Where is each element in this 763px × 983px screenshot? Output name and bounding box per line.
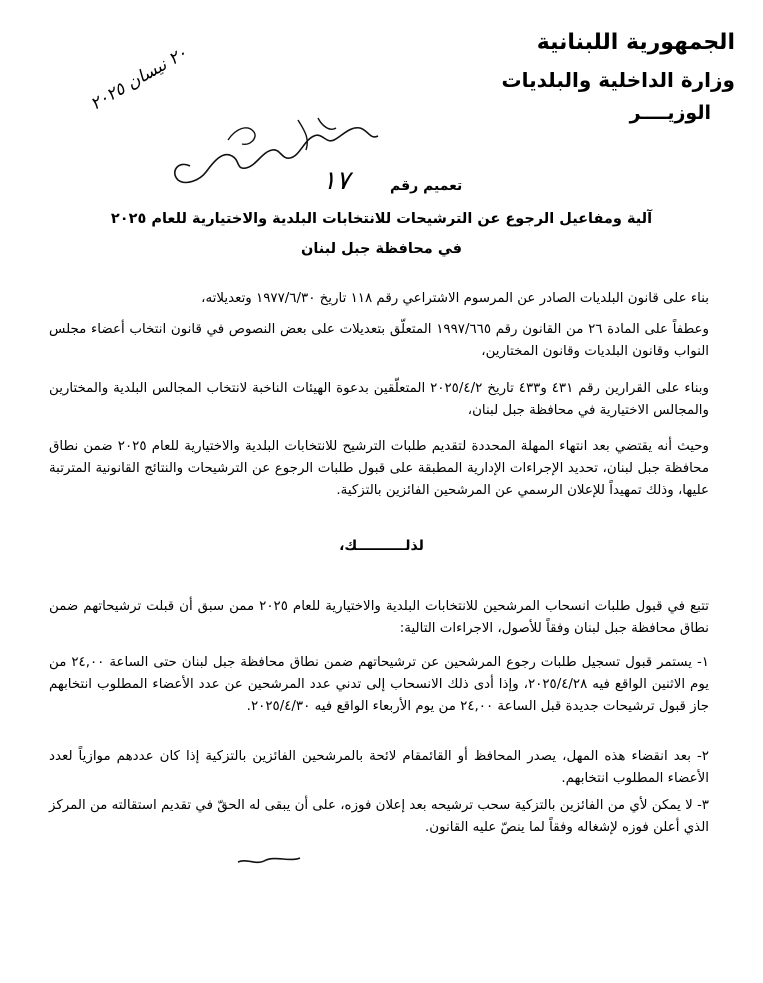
minister-heading: الوزيــــر: [629, 102, 711, 124]
preamble-paragraph: بناء على قانون البلديات الصادر عن المرسوم الاشتراعي رقم ١١٨ تاريخ ١٩٧٧/٦/٣٠ وتعديلاته،: [201, 291, 709, 306]
circular-label: تعميم رقم: [390, 178, 463, 194]
procedure-item: ٣- لا يمكن لأي من الفائزين بالتزكية سحب ترشيحه بعد إعلان فوزه، على أن يبقى له الحقّ في تقديم استقالته من المركز الذي أعلن فوزه لإشغاله وفقاً لما ينصّ عليه القانون.: [49, 798, 709, 835]
intro-paragraph: تتبع في قبول طلبات انسحاب المرشحين للانتخابات البلدية والاختيارية للعام ٢٠٢٥ ممن سبق أن قبلت ترشيحاتهم ضمن نطاق محافظة جبل لبنان وفقاً للأصول، الاجراءات التالية:: [49, 599, 709, 636]
therefore-heading: لذلــــــــــك،: [339, 538, 424, 554]
document-subtitle: في محافظة جبل لبنان: [300, 241, 462, 257]
preamble-paragraph: وعطفاً على المادة ٢٦ من القانون رقم ١٩٩٧/٦٦٥ المتعلّق بتعديلات على بعض النصوص في قانون انتخاب أعضاء مجلس النواب وقانون البلديات وقانون المختارين،: [49, 322, 710, 359]
preamble-paragraph: وحيث أنه يقتضي بعد انتهاء المهلة المحددة لتقديم طلبات الترشيح للانتخابات البلدية والاختيارية للعام ٢٠٢٥ ضمن نطاق محافظة جبل لبنان، تحديد الإجراءات الإدارية المطبقة على قبول طلبات الرجوع عن الترشيحات والنتائج القانونية المترتبة عليها، وذلك تمهيداً للإعلان الرسمي عن المرشحين الفائزين بالتزكية.: [49, 439, 709, 498]
document-title: آلية ومفاعيل الرجوع عن الترشيحات للانتخابات البلدية والاختيارية للعام ٢٠٢٥: [110, 211, 653, 227]
procedure-item: ١- يستمر قبول تسجيل طلبات رجوع المرشحين عن ترشيحاتهم ضمن نطاق محافظة جبل لبنان حتى الساعة ٢٤,٠٠ من يوم الاثنين الواقع فيه ٢٠٢٥/٤/٢٨، وإذا أدى ذلك الانسحاب إلى تدني عدد المرشحين عن عدد الأعضاء المطلوب انتخابهم جاز قبول ترشيحات جديدة قبل الساعة ٢٤,٠٠ من يوم الأربعاء الواقع فيه ٢٠٢٥/٤/٣٠.: [49, 655, 709, 714]
republic-heading: الجمهورية اللبنانية: [536, 30, 735, 55]
preamble-paragraph: وبناء على القرارين رقم ٤٣١ و٤٣٣ تاريخ ٢٠٢٥/٤/٢ المتعلّقين بدعوة الهيئات الناخبة لانتخاب المجالس البلدية والمختارين والمجالس الاختيارية في محافظة جبل لبنان،: [49, 381, 709, 418]
circular-number: ١٧: [322, 166, 350, 196]
handwritten-date: ٢٠ نيسان ٢٠٢٥: [87, 43, 191, 115]
procedure-item: ٢- بعد انقضاء هذه المهل، يصدر المحافظ أو القائمقام لائحة بالمرشحين الفائزين بالتزكية إذا كان عددهم موازياً لعدد الأعضاء المطلوب انتخابهم.: [49, 749, 709, 786]
ministry-heading: وزارة الداخلية والبلديات: [501, 68, 735, 92]
